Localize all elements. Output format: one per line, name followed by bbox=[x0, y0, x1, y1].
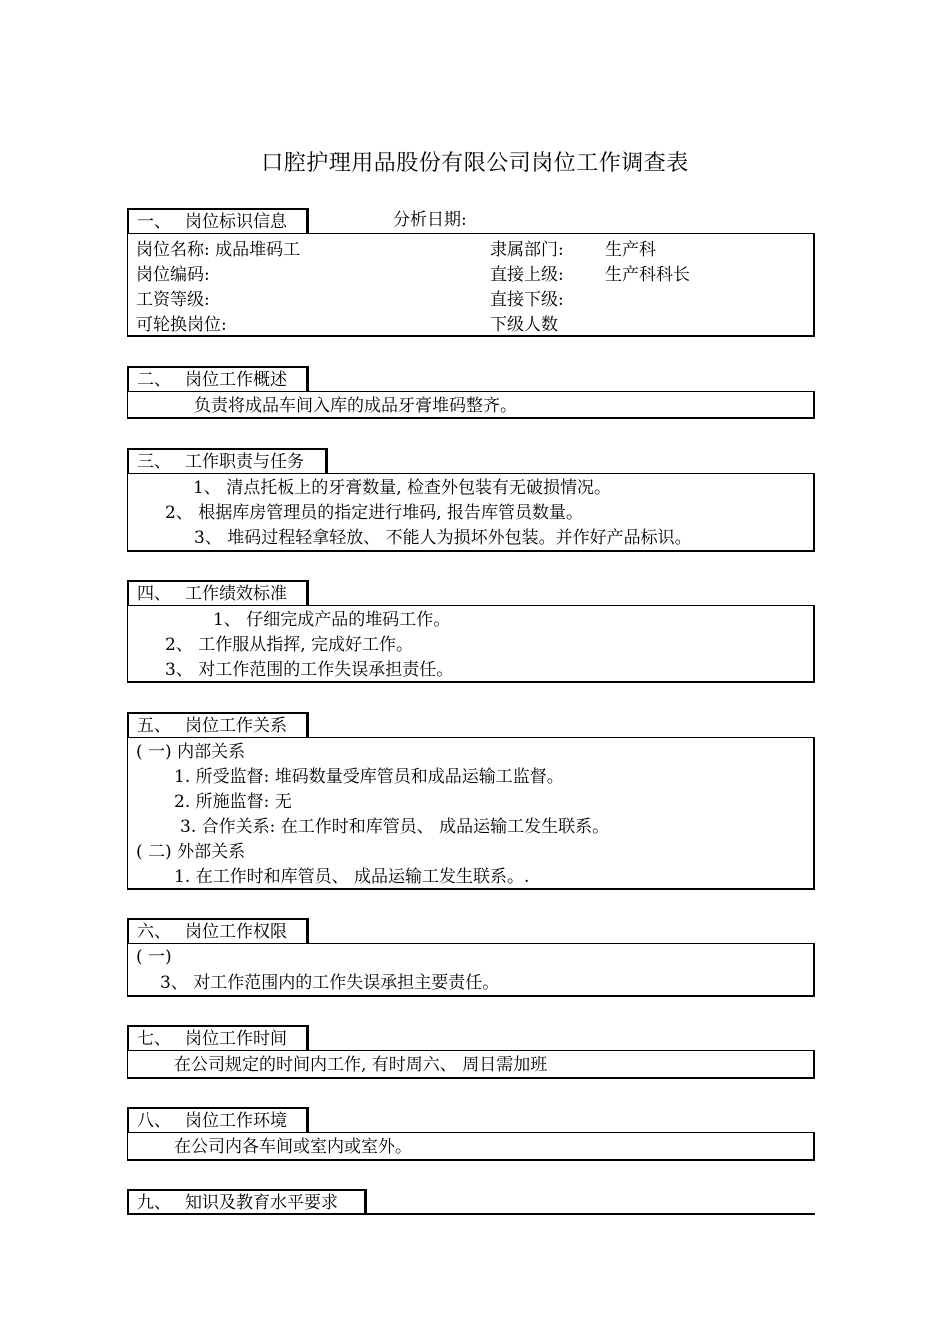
section-title: 岗位工作时间 bbox=[185, 1029, 287, 1049]
relation-heading: ( 一) 内部关系 bbox=[136, 742, 246, 762]
authority-heading: ( 一) bbox=[136, 947, 172, 967]
rotatable-post: 可轮换岗位: bbox=[136, 315, 227, 335]
section-number: 三、 bbox=[137, 452, 171, 472]
section-number: 一、 bbox=[137, 212, 171, 232]
subordinate-label: 直接下级: bbox=[490, 290, 564, 310]
superior-label: 直接上级: bbox=[490, 265, 564, 285]
section-1-header bbox=[127, 208, 309, 233]
relation-heading: ( 二) 外部关系 bbox=[136, 842, 246, 862]
section-title: 岗位工作关系 bbox=[185, 716, 287, 736]
department-value: 生产科 bbox=[605, 240, 656, 260]
section-4-header bbox=[127, 580, 309, 605]
section-2-header bbox=[127, 366, 309, 391]
section-title: 工作绩效标准 bbox=[185, 584, 287, 604]
section-number: 六、 bbox=[137, 922, 171, 942]
section-title: 岗位工作概述 bbox=[185, 370, 287, 390]
section-5-box bbox=[127, 737, 815, 890]
work-environment-text: 在公司内各车间或室内或室外。 bbox=[174, 1137, 412, 1157]
page-title: 口腔护理用品股份有限公司岗位工作调查表 bbox=[261, 151, 689, 176]
section-3-box bbox=[127, 473, 815, 552]
section-8-header bbox=[127, 1107, 309, 1132]
section-number: 八、 bbox=[137, 1111, 171, 1131]
section-9-rule bbox=[127, 1213, 815, 1215]
section-6-box bbox=[127, 943, 815, 997]
section-3-header bbox=[127, 448, 328, 473]
section-9-header bbox=[127, 1189, 367, 1214]
performance-item: 2、 工作服从指挥, 完成好工作。 bbox=[165, 635, 414, 655]
section-5-header bbox=[127, 712, 309, 737]
section-number: 五、 bbox=[137, 716, 171, 736]
section-1-box bbox=[127, 233, 815, 337]
duty-item: 1、 清点托板上的牙膏数量, 检查外包装有无破损情况。 bbox=[193, 478, 612, 498]
relation-item: 3. 合作关系: 在工作时和库管员、 成品运输工发生联系。 bbox=[180, 817, 610, 837]
section-8-box bbox=[127, 1132, 815, 1161]
section-2-box bbox=[127, 391, 815, 419]
section-7-header bbox=[127, 1025, 309, 1050]
section-title: 岗位标识信息 bbox=[185, 212, 287, 232]
section-6-header bbox=[127, 918, 309, 943]
overview-text: 负责将成品车间入库的成品牙膏堆码整齐。 bbox=[194, 396, 517, 416]
relation-item: 2. 所施监督: 无 bbox=[174, 792, 292, 812]
superior-value: 生产科科长 bbox=[605, 265, 690, 285]
section-title: 工作职责与任务 bbox=[185, 452, 304, 472]
section-number: 七、 bbox=[137, 1029, 171, 1049]
section-title: 岗位工作环境 bbox=[185, 1111, 287, 1131]
relation-item: 1. 在工作时和库管员、 成品运输工发生联系。. bbox=[174, 867, 530, 887]
department-label: 隶属部门: bbox=[490, 240, 564, 260]
section-number: 二、 bbox=[137, 370, 171, 390]
post-code: 岗位编码: bbox=[136, 265, 210, 285]
analysis-date-label: 分析日期: bbox=[393, 210, 467, 230]
relation-item: 1. 所受监督: 堆码数量受库管员和成品运输工监督。 bbox=[174, 767, 564, 787]
authority-item: 3、 对工作范围内的工作失误承担主要责任。 bbox=[160, 973, 500, 993]
performance-item: 1、 仔细完成产品的堆码工作。 bbox=[213, 610, 451, 630]
duty-item: 2、 根据库房管理员的指定进行堆码, 报告库管员数量。 bbox=[165, 503, 584, 523]
section-number: 四、 bbox=[137, 584, 171, 604]
performance-item: 3、 对工作范围的工作失误承担责任。 bbox=[165, 660, 454, 680]
pay-grade: 工资等级: bbox=[136, 290, 210, 310]
section-title: 岗位工作权限 bbox=[185, 922, 287, 942]
section-4-box bbox=[127, 605, 815, 683]
work-time-text: 在公司规定的时间内工作, 有时周六、 周日需加班 bbox=[174, 1055, 548, 1075]
subordinate-count-label: 下级人数 bbox=[490, 315, 558, 335]
section-title: 知识及教育水平要求 bbox=[185, 1193, 338, 1213]
duty-item: 3、 堆码过程轻拿轻放、 不能人为损坏外包装。并作好产品标识。 bbox=[194, 528, 692, 548]
section-number: 九、 bbox=[137, 1193, 171, 1213]
post-name: 岗位名称: 成品堆码工 bbox=[136, 240, 301, 260]
section-7-box bbox=[127, 1050, 815, 1079]
